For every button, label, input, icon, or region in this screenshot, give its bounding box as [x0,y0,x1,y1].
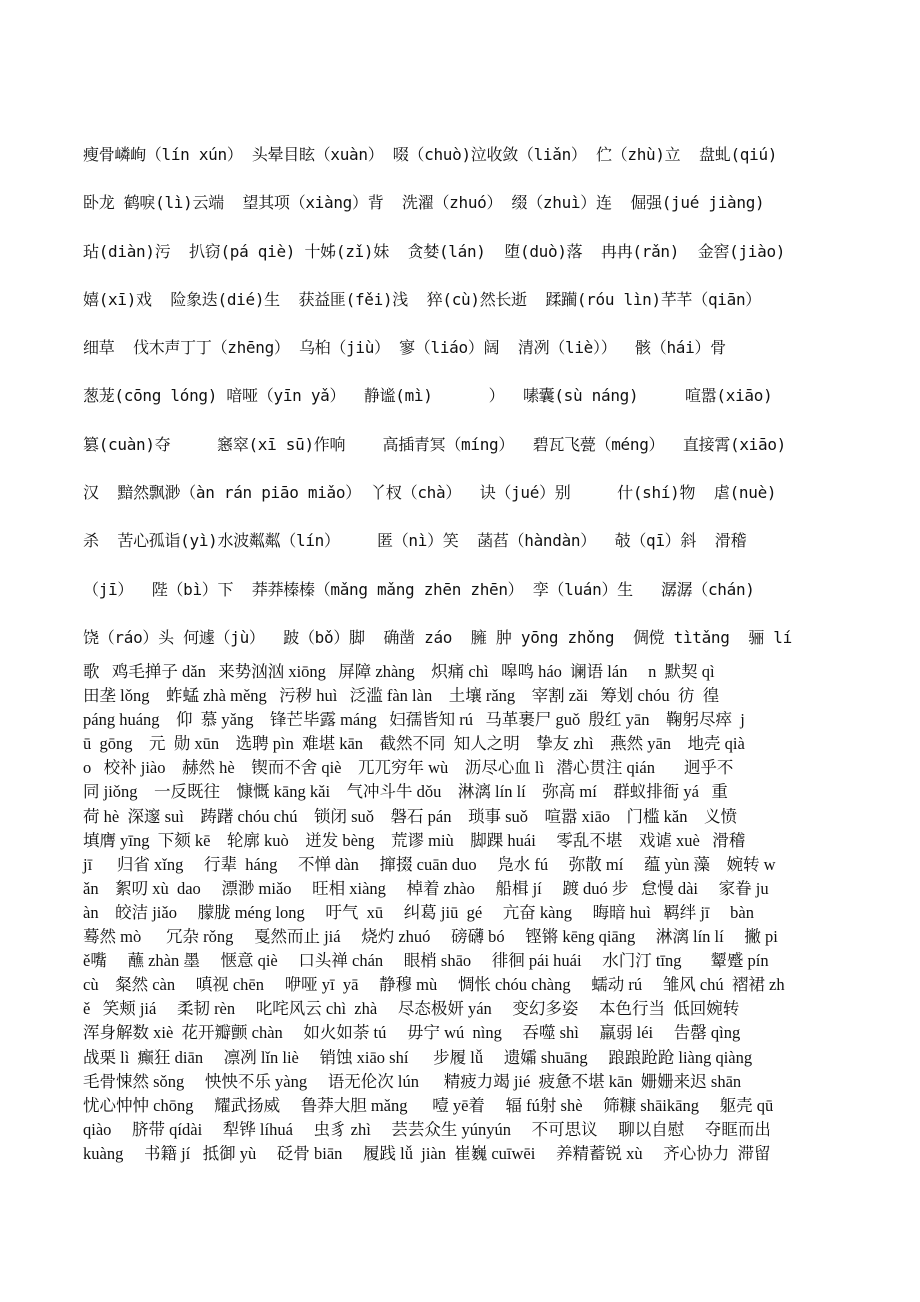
text-line: 毛骨悚然 sǒng 怏怏不乐 yàng 语无伦次 lún 精疲力竭 jié 疲惫不堪 kān 姗姗来迟 shān [83,1071,742,1091]
text-line: 汉 黯然飘渺（àn rán piāo miǎo） 丫杈（chà） 诀（jué）别 什(shí)物 虐(nuè) [83,483,777,503]
text-line: 篡(cuàn)夺 窸窣(xī sū)作响 高插青冥（míng） 碧瓦飞甍（méng） 直接霄(xiāo) [83,434,787,454]
text-line: 田垄 lǒng 蚱蜢 zhà měng 污秽 huì 泛滥 fàn làn 土壤 rǎng 宰割 zǎi 筹划 chóu 彷 徨 [83,686,720,706]
text-line: 嬉(xī)戏 险象迭(dié)生 获益匪(fěi)浅 猝(cù)然长逝 蹂躏(róu lìn)芊芊（qiān） [83,289,761,309]
text-line: 卧龙 鹤唳(lì)云端 望其项（xiàng）背 洗濯（zhuó） 缀（zhuì）连 倔强(jué jiàng) [83,193,765,213]
text-line: 细草 伐木声丁丁（zhēng） 乌桕（jiù） 寥（liáo）阔 清冽（liè）） 骸（hái）骨 [83,338,726,358]
text-line: jī 归省 xǐng 行辈 háng 不惮 dàn 撺掇 cuān duo 凫水 fú 弥散 mí 蕴 yùn 藻 婉转 w [83,854,776,874]
text-line: cù 粲然 càn 嗔视 chēn 咿哑 yī yā 静穆 mù 惆怅 chóu chàng 蠕动 rú 雏风 chú 褶裙 zh [83,975,785,995]
text-line: 荷 hè 深邃 suì 踌躇 chóu chú 锁闭 suǒ 磐石 pán 琐事 suǒ 喧嚣 xiāo 门槛 kǎn 义愤 [83,806,737,826]
text-line: ǎn 絮叨 xù dao 漂渺 miǎo 旺相 xiàng 棹着 zhào 船楫 jí 踱 duó 步 怠慢 dài 家眷 ju [83,878,769,898]
text-line: 浑身解数 xiè 花开瓣颤 chàn 如火如荼 tú 毋宁 wú nìng 吞噬 shì 羸弱 léi 告罄 qìng [83,1023,741,1043]
text-line: páng huáng 仰 慕 yǎng 锋芒毕露 máng 妇孺皆知 rú 马革裹尸 guǒ 殷红 yān 鞠躬尽瘁 j [83,710,745,730]
text-line: 蓦然 mò 冗杂 rǒng 戛然而止 jiá 烧灼 zhuó 磅礴 bó 铿锵 kēng qiāng 淋漓 lín lí 撇 pi [83,927,778,947]
text-line: ě嘴 蘸 zhàn 墨 惬意 qiè 口头禅 chán 眼梢 shāo 徘徊 pái huái 水门汀 tīng 颦蹙 pín [83,951,769,971]
text-line: 玷(diàn)污 扒窃(pá qiè) 十姊(zǐ)妹 贪婪(lán) 堕(duò)落 冉冉(rǎn) 金窖(jiào) [83,241,786,261]
text-line: 同 jiǒng 一反既往 慷慨 kāng kǎi 气冲斗牛 dǒu 淋漓 lín lí 弥高 mí 群蚁排衙 yá 重 [83,782,728,802]
spaced-vocabulary-section [83,143,792,674]
text-line: 忧心忡忡 chōng 耀武扬威 鲁莽大胆 mǎng 噎 yē着 辐 fú射 shè 筛糠 shāikāng 躯壳 qū [83,1095,774,1115]
text-line: 填膺 yīng 下颏 kē 轮廓 kuò 迸发 bèng 荒谬 miù 脚踝 huái 零乱不堪 戏谑 xuè 滑稽 [83,830,746,850]
text-line: kuàng 书籍 jí 抵御 yù 砭骨 biān 履践 lǚ jiàn 崔巍 cuīwēi 养精蓄锐 xù 齐心协力 滞留 [83,1143,771,1163]
text-line: 葱茏(cōng lóng) 喑哑（yīn yǎ） 静谧(mì) ） 嗉囊(sù náng) 喧嚣(xiāo) [83,386,773,406]
text-line: àn 皎洁 jiǎo 朦胧 méng long 吁气 xū 纠葛 jiū gé 亢奋 kàng 晦暗 huì 羁绊 jī bàn [83,902,754,922]
text-line: 瘦骨嶙峋（lín xún） 头晕目眩（xuàn） 啜（chuò)泣收敛（liǎn） 伫（zhù)立 盘虬(qiú) [83,145,778,164]
dense-vocabulary-section [83,660,785,1166]
text-line: 战栗 lì 癫狂 diān 凛冽 lǐn liè 销蚀 xiāo shí 步履 lǚ 遗孀 shuāng 踉踉跄跄 liàng qiàng [83,1047,753,1067]
text-line: 饶（ráo）头 何遽（jù） 跛（bǒ）脚 确凿 záo 臃 肿 yōng zhǒng 倜傥 tìtǎng 骊 lí [83,627,792,647]
text-line: o 校补 jiào 赫然 hè 锲而不舍 qiè 兀兀穷年 wù 沥尽心血 lì 潜心贯注 qián 迥乎不 [83,758,734,778]
text-line: 杀 苦心孤诣(yì)水波粼粼（lín） 匿（nì）笑 菡萏（hàndàn） 攲（qī）斜 滑稽 [83,531,747,551]
text-line: qiào 脐带 qídài 犁铧 líhuá 虫豸 zhì 芸芸众生 yúnyún 不可思议 聊以自慰 夺眶而出 [83,1119,771,1139]
text-line: （jī） 陛（bì）下 莽莽榛榛（mǎng mǎng zhēn zhēn） 孪（luán）生 潺潺（chán) [83,579,755,599]
text-line: ě 笑颊 jiá 柔韧 rèn 叱咤风云 chì zhà 尽态极妍 yán 变幻多姿 本色行当 低回婉转 [83,999,740,1019]
text-line: 歌 鸡毛掸子 dǎn 来势汹汹 xiōng 屏障 zhàng 炽痛 chì 嗥鸣 háo 谰语 lán n 默契 qì [83,662,715,681]
text-line: ū gōng 元 勋 xūn 选聘 pìn 难堪 kān 截然不同 知人之明 挚友 zhì 燕然 yān 地壳 qià [83,734,745,754]
